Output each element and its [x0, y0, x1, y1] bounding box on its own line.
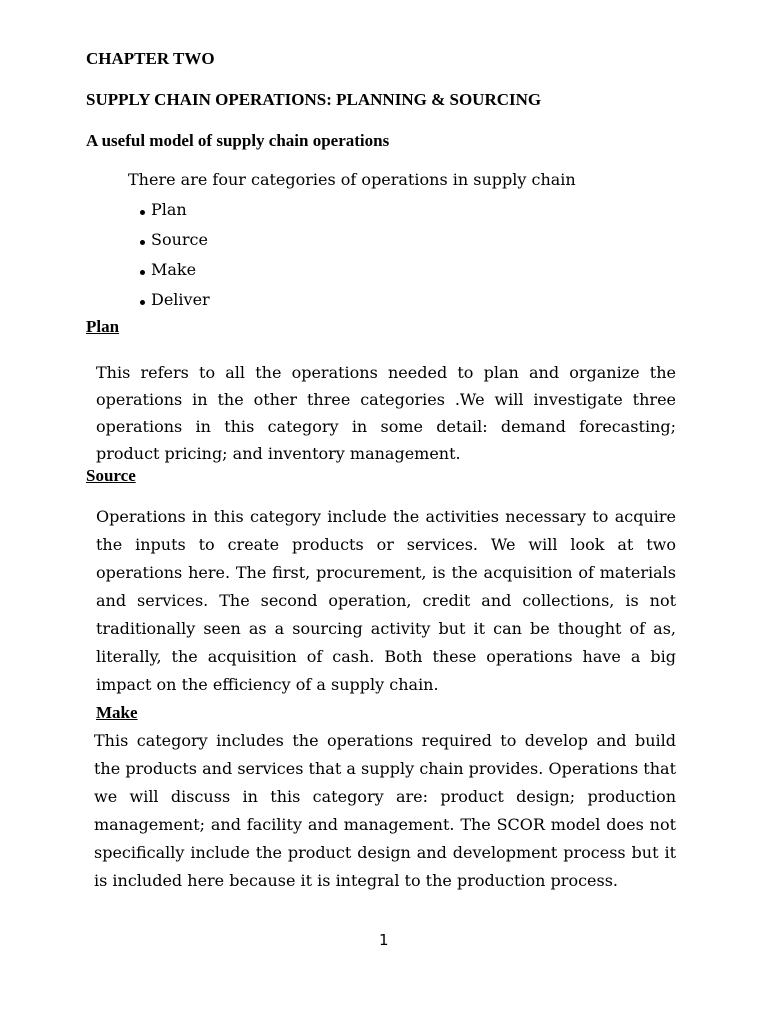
make-heading: Make	[96, 703, 138, 722]
chapter-subtitle: SUPPLY CHAIN OPERATIONS: PLANNING & SOURCING	[86, 90, 542, 109]
intro-text: There are four categories of operations in supply chain	[128, 170, 576, 189]
bullet-dot-icon	[140, 240, 145, 245]
page-number: 1	[379, 931, 389, 949]
plan-heading: Plan	[86, 317, 120, 336]
source-paragraph: Operations in this category include the activities necessary to acquire the inputs to create products or services. We will look at two operations here. The first, procurement, is the acquisition of materials and services. The second operation, credit and collections, is not traditionally seen as a sourcing activity but it can be thought of as, literally, the acquisition of cash. Both these operations have a big impact on the efficiency of a supply chain.	[96, 507, 676, 694]
make-paragraph: This category includes the operations required to develop and build the products and services that a supply chain provides. Operations that we will discuss in this category are: product design; production management; and facility and management. The SCOR model does not specifically include the product design and development process but it is included here because it is integral to the production process.	[94, 731, 676, 890]
bullet-item-source	[140, 230, 210, 260]
section-title: A useful model of supply chain operations	[86, 131, 390, 150]
source-heading: Source	[86, 466, 136, 485]
operations-bullet-list	[140, 200, 210, 320]
bullet-item-plan	[140, 200, 210, 230]
bullet-label: Plan	[151, 200, 187, 219]
bullet-label: Make	[151, 260, 197, 279]
bullet-label: Source	[151, 230, 208, 249]
bullet-label: Deliver	[151, 290, 210, 309]
chapter-title: CHAPTER TWO	[86, 49, 215, 68]
bullet-dot-icon	[140, 270, 145, 275]
plan-paragraph: This refers to all the operations needed to plan and organize the operations in the other three categories .We will investigate three operations in this category in some detail: demand forecasting; product pricing; and inventory management.	[96, 363, 676, 463]
bullet-dot-icon	[140, 300, 145, 305]
bullet-item-make	[140, 260, 210, 290]
bullet-dot-icon	[140, 210, 145, 215]
bullet-item-deliver	[140, 290, 210, 320]
